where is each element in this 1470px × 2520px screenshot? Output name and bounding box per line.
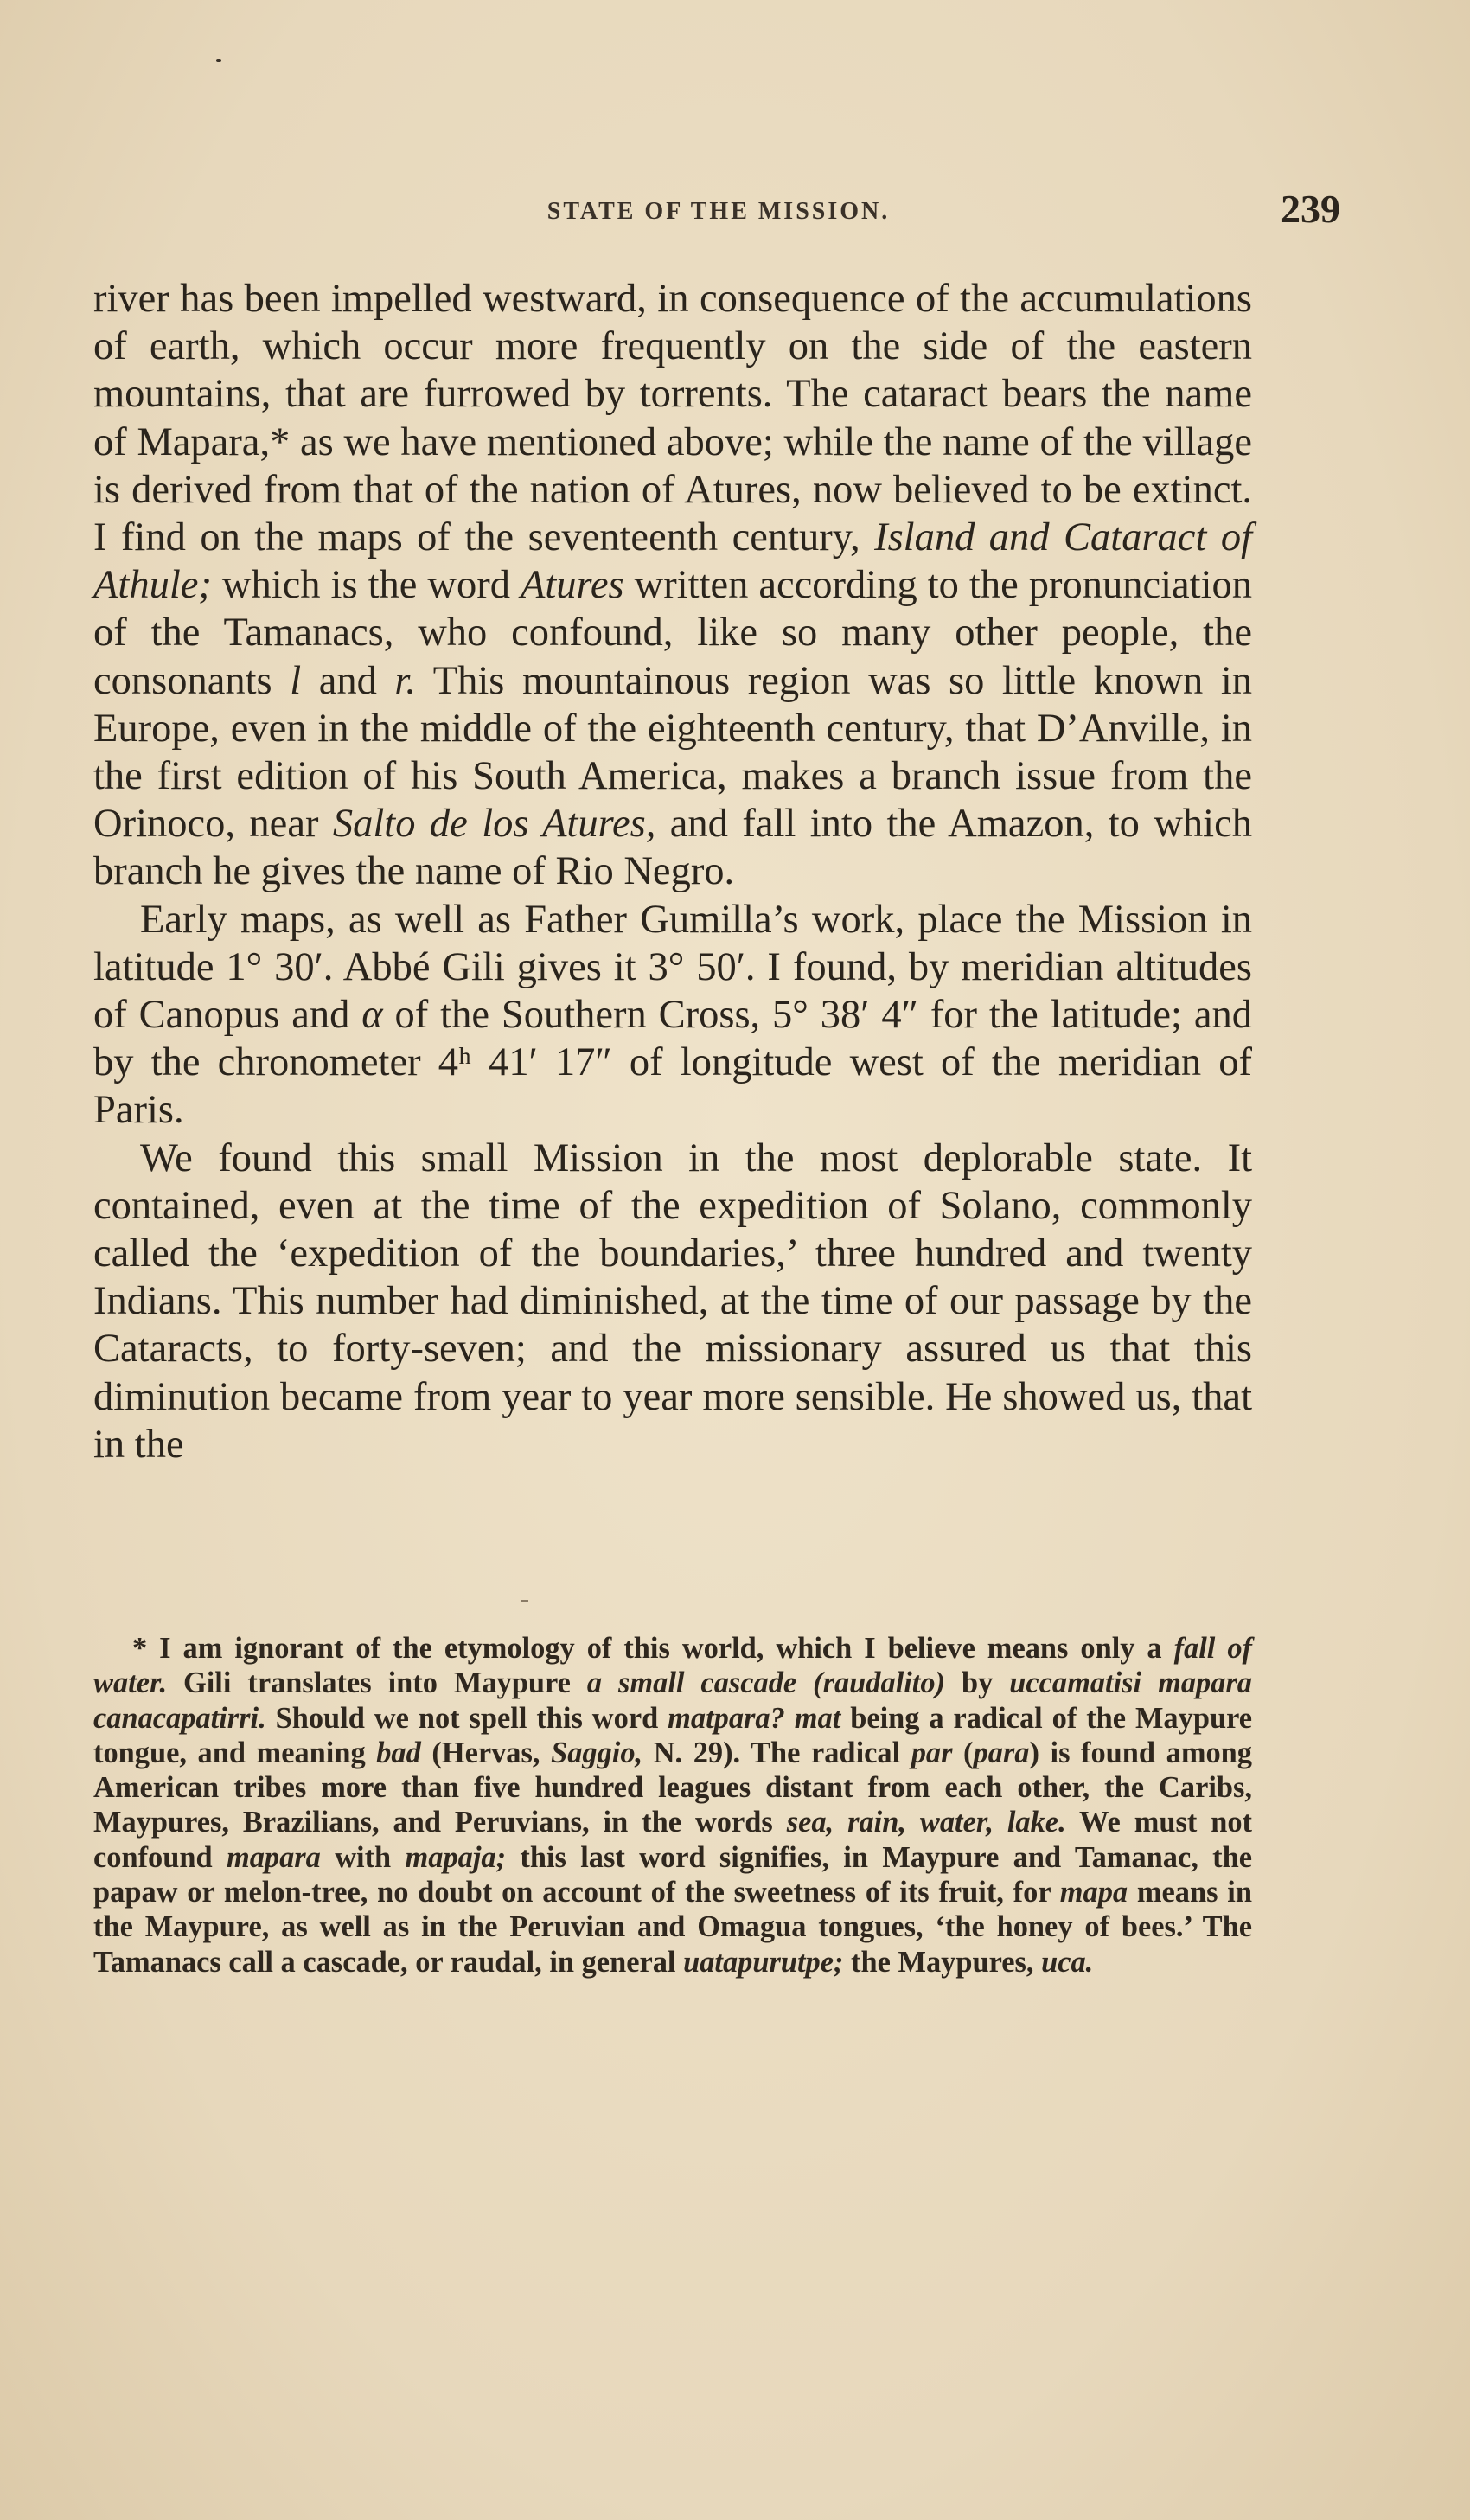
italic-text: r. [394,658,416,703]
text-run: being a radical of the Maypure tongue, and meaning [93,1701,1252,1769]
italic-text: mapa [1059,1876,1128,1909]
paragraph [93,275,1252,896]
text-run [785,1702,795,1735]
italic-text: Island and Cataract of Athule; [93,515,1252,608]
text-run: means in the Maypure, as well as in the Peruvian and Omagua tongues, ‘the honey of bees.’ The Tamanacs call a cascade, or raudal, in general [93,1876,1252,1979]
ink-speck [216,59,221,62]
page-header [97,186,1340,238]
text-run: ) is found among American tribes more than five hundred leagues distant from each other, the Caribs, Maypures, Brazilians, and Peruvians, in the words [93,1736,1252,1839]
italic-text: bad [376,1736,421,1769]
text-run: ( [952,1736,974,1769]
italic-text: uatapurutpe; [683,1945,844,1979]
text-run: * I am ignorant of the etymology of this world, which I believe means only a [132,1632,1174,1665]
italic-text: Saggio, [551,1736,643,1769]
italic-text: par [911,1736,953,1769]
text-run: this last word signifies, in Maypure and Tamanac, the papaw or melon-tree, no doubt on account of the sweetness of its fruit, for [93,1840,1252,1909]
footnotes [93,1631,1252,1980]
footnote [93,1631,1252,1980]
text-run: of the Southern Cross, 5° 38′ 4″ for the latitude; and by the chronometer 4ʰ 41′ 17″ of longitude west of the meridian of Paris. [93,993,1252,1133]
italic-text: uccamatisi mapara canacapatirri. [93,1666,1252,1735]
text-run: which is the word [211,563,521,608]
text-run: (Hervas, [420,1736,552,1769]
italic-text: mat [794,1701,841,1735]
text-run: the Maypures, [843,1945,1042,1979]
footnote-divider [521,1600,528,1602]
italic-text: fall of water. [93,1632,1252,1700]
text-run: N. 29). The radical [642,1736,911,1769]
text-run: Gili translates into Maypure [167,1666,587,1700]
italic-text: Atures [520,563,624,608]
italic-text: mapara [226,1840,321,1874]
text-run: and fall into the Amazon, to which branch he gives the name of Rio Negro. [93,802,1252,894]
text-run: We must not confound [93,1806,1253,1874]
italic-text: a small cascade (raudalito) [586,1666,946,1700]
paragraph [93,1135,1252,1468]
italic-text: uca. [1041,1945,1094,1979]
text-run: with [320,1840,406,1874]
text-run: river has been impelled westward, in consequence of the accumulations of earth, which occur more frequently on the side of the eastern mountains, that are furrowed by torrents. The cataract bears the name of Mapara,* as we have mentioned above; while the name of the village is derived from that of the nation of Atures, now believed to be extinct. I find on the maps of the seventeenth century, [93,277,1252,560]
page-number: 239 [1281,187,1340,231]
italic-text: mapaja; [405,1840,507,1874]
italic-text: Salto de los Atures, [332,802,656,847]
italic-text: matpara? [668,1701,785,1735]
text-run: Should we not spell this word [265,1701,668,1735]
text-run: by [945,1666,1010,1700]
paragraph [93,896,1252,1135]
italic-text: sea, rain, water, lake. [786,1806,1066,1839]
text-run: written according to the pronunciation of the Tamanacs, who confound, like so many other people, the consonants [93,563,1252,703]
main-text [93,275,1252,1468]
italic-text: α [361,993,383,1038]
italic-text: para [973,1736,1030,1769]
text-run: This mountainous region was so little known in Europe, even in the middle of the eighteenth century, that D’Anville, in the first edition of his South America, makes a branch issue from the Orinoco, near [93,658,1253,847]
text-run: Early maps, as well as Father Gumilla’s work, place the Mission in latitude 1° 30′. Abbé Gili gives it 3° 50′. I found, by meridian altitudes of Canopus and [93,897,1252,1038]
text-run: and [301,658,395,703]
italic-text: l [290,658,302,703]
text-run: We found this small Mission in the most deplorable state. It contained, even at the time of the expedition of Solano, commonly called the ‘expedition of the boundaries,’ three hundred and twenty Indians. This number had diminished, at the time of our passage by the Cataracts, to forty-seven; and the missionary assured us that this diminution became from year to year more sensible. He showed us, that in the [93,1135,1252,1467]
running-head: STATE OF THE MISSION. [546,198,891,225]
